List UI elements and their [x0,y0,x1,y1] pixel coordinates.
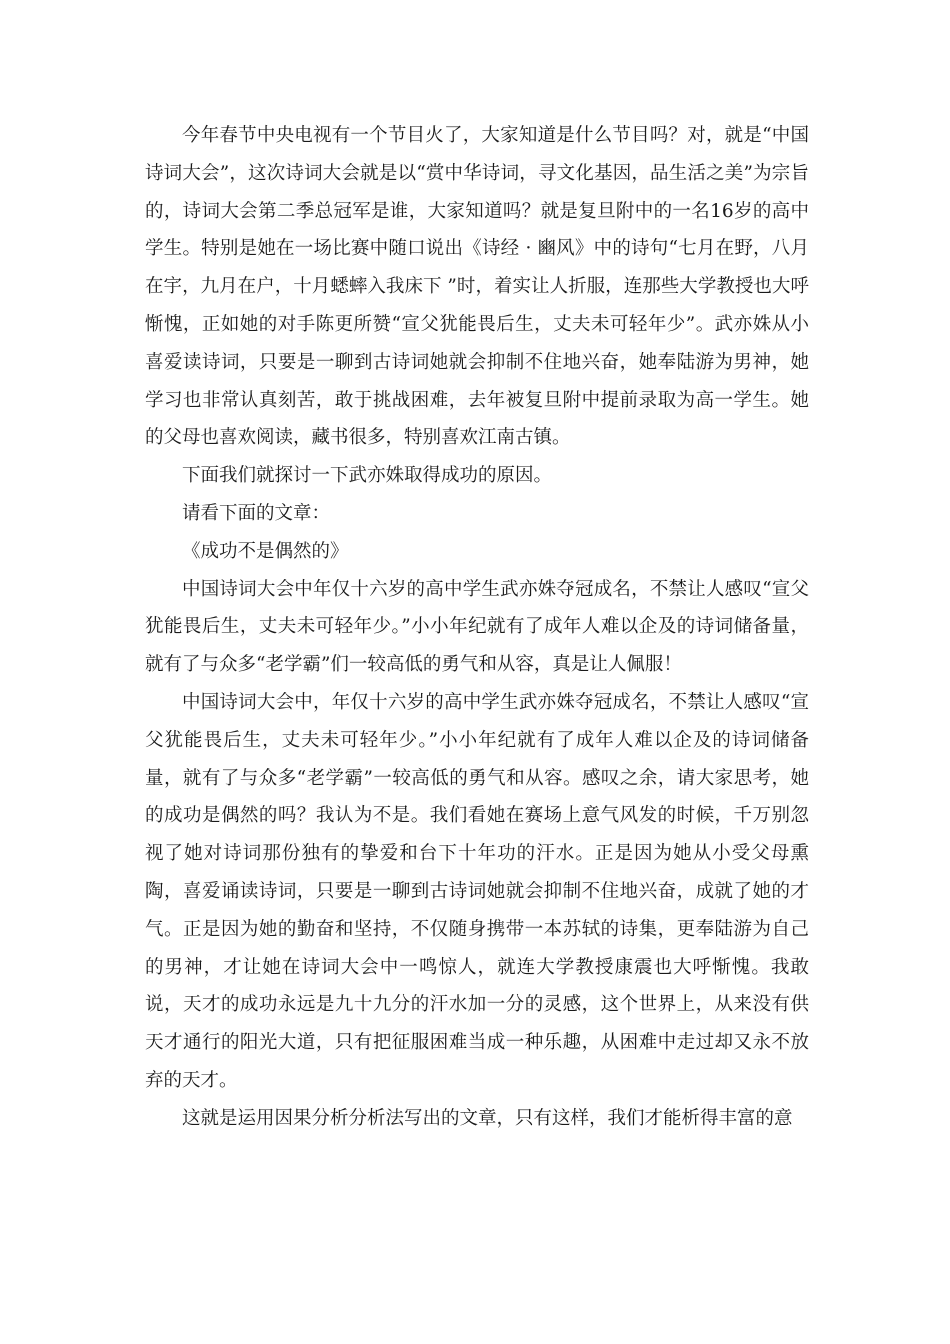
paragraph-intro: 今年春节中央电视有一个节目火了，大家知道是什么节目吗？对，就是“中国诗词大会”，这次诗词大会就是以“赏中华诗词，寻文化基因，品生活之美”为宗旨的，诗词大会第二季总冠军是谁，大家知道吗？就是复旦附中的一名16岁的高中学生。特别是她在一场比赛中随口说出《诗经 · 豳风》中的诗句“七月在野，八月在宇，九月在户，十月蟋蟀入我床下 ”时，着实让人折服，连那些大学教授也大呼惭愧，正如她的对手陈更所赞“宣父犹能畏后生，丈夫未可轻年少”。武亦姝从小喜爱读诗词，只要是一聊到古诗词她就会抑制不住地兴奋，她奉陆游为男神，她学习也非常认真刻苦，敢于挑战困难，去年被复旦附中提前录取为高一学生。她的父母也喜欢阅读，藏书很多，特别喜欢江南古镇。 [145,125,809,449]
paragraph-conclusion: 这就是运用因果分析分析法写出的文章，只有这样，我们才能析得丰富的意 [182,1107,793,1129]
document-body [145,117,809,1138]
paragraph-article-2: 中国诗词大会中，年仅十六岁的高中学生武亦姝夺冠成名，不禁让人感叹“宣父犹能畏后生，丈夫未可轻年少。”小小年纪就有了成年人难以企及的诗词储备量，就有了与众多“老学霸”一较高低的勇气和从容。感叹之余，请大家思考，她的成功是偶然的吗？我认为不是。我们看她在赛场上意气风发的时候，千万别忽视了她对诗词那份独有的挚爱和台下十年功的汗水。正是因为她从小受父母熏陶，喜爱诵读诗词，只要是一聊到古诗词她就会抑制不住地兴奋，成就了她的才气。正是因为她的勤奋和坚持，不仅随身携带一本苏轼的诗集，更奉陆游为自己的男神，才让她在诗词大会中一鸣惊人，就连大学教授康震也大呼惭愧。我敢说，天才的成功永远是九十九分的汗水加一分的灵感，这个世界上，从来没有供天才通行的阳光大道，只有把征服困难当成一种乐趣，从困难中走过却又永不放弃的天才。 [145,691,809,1091]
paragraph-transition: 下面我们就探讨一下武亦姝取得成功的原因。 [182,465,553,487]
paragraph-prompt: 请看下面的文章： [182,502,331,524]
article-title: 《成功不是偶然的》 [182,540,349,562]
paragraph-article-1: 中国诗词大会中年仅十六岁的高中学生武亦姝夺冠成名，不禁让人感叹“宣父犹能畏后生，丈夫未可轻年少。”小小年纪就有了成年人难以企及的诗词储备量，就有了与众多“老学霸”们一较高低的勇气和从容，真是让人佩服！ [145,578,809,676]
